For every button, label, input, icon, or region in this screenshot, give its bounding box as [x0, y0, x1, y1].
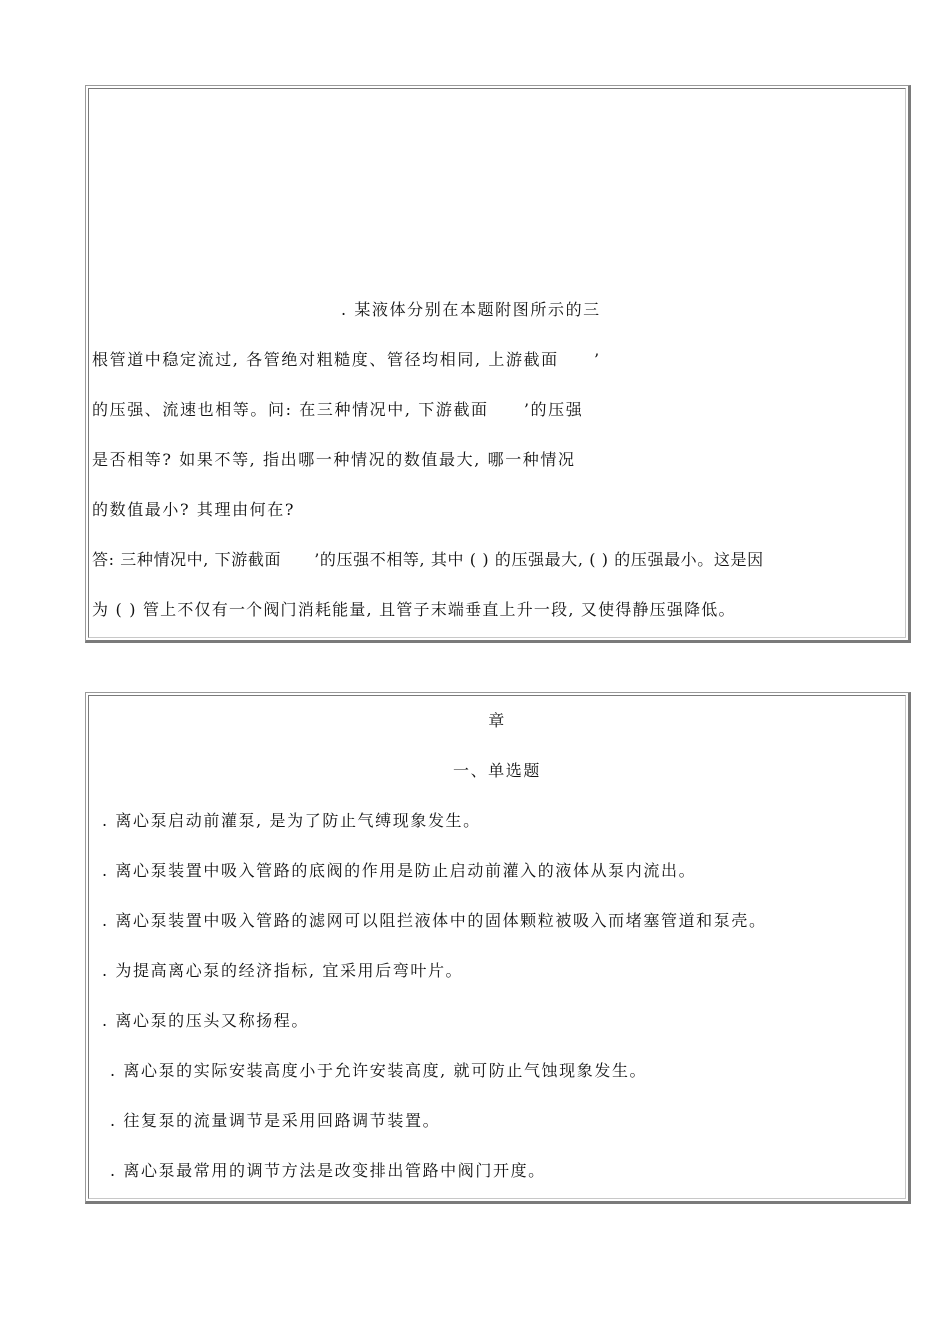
answer-line-1: 答: 三种情况中, 下游截面 ’的压强不相等, 其中 ( ) 的压强最大, ( ) 的压强最小。这是因 — [92, 550, 764, 569]
question-line-1: . 某液体分别在本题附图所示的三 — [341, 300, 601, 319]
question-item-3: . 离心泵装置中吸入管路的滤网可以阻拦液体中的固体颗粒被吸入而堵塞管道和泵壳。 — [102, 911, 767, 930]
question-line-2: 根管道中稳定流过, 各管绝对粗糙度、管径均相同, 上游截面 ’ — [92, 350, 601, 369]
chapter-title: 章 — [488, 711, 506, 730]
question-line-4: 是否相等? 如果不等, 指出哪一种情况的数值最大, 哪一种情况 — [92, 450, 576, 469]
section-title: 一、单选题 — [452, 761, 541, 780]
question-line-5: 的数值最小? 其理由何在? — [92, 500, 296, 519]
question-item-6: . 离心泵的实际安装高度小于允许安装高度, 就可防止气蚀现象发生。 — [110, 1061, 648, 1080]
question-item-5: . 离心泵的压头又称扬程。 — [102, 1011, 309, 1030]
question-item-4: . 为提高离心泵的经济指标, 宜采用后弯叶片。 — [102, 961, 464, 980]
question-item-1: . 离心泵启动前灌泵, 是为了防止气缚现象发生。 — [102, 811, 481, 830]
answer-line-2: 为 ( ) 管上不仅有一个阀门消耗能量, 且管子末端垂直上升一段, 又使得静压强降低。 — [92, 600, 736, 619]
problem-box — [85, 85, 911, 643]
chapter-box — [85, 692, 911, 1204]
question-item-2: . 离心泵装置中吸入管路的底阀的作用是防止启动前灌入的液体从泵内流出。 — [102, 861, 697, 880]
question-line-3: 的压强、流速也相等。问: 在三种情况中, 下游截面 ’的压强 — [92, 400, 584, 419]
question-item-7: . 往复泵的流量调节是采用回路调节装置。 — [110, 1111, 441, 1130]
question-item-8: . 离心泵最常用的调节方法是改变排出管路中阀门开度。 — [110, 1161, 546, 1180]
